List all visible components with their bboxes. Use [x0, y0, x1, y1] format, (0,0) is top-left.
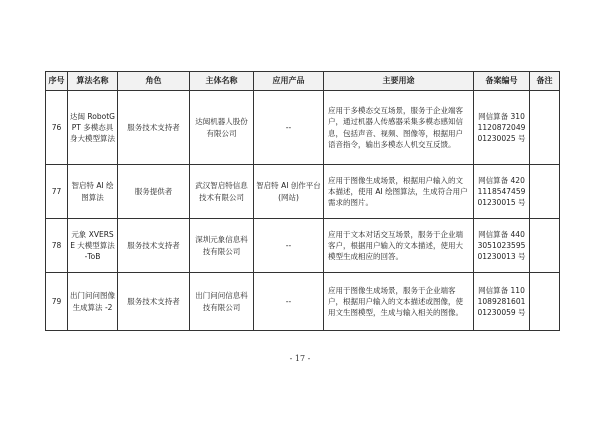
header-no: 序号: [46, 72, 68, 91]
cell-no: 79: [46, 273, 68, 331]
header-role: 角色: [118, 72, 190, 91]
header-note: 备注: [530, 72, 560, 91]
cell-note: [530, 91, 560, 165]
table-row: [46, 91, 560, 165]
header-filing-number: 备案编号: [474, 72, 530, 91]
cell-algorithm-name: 智启特 AI 绘图算法: [68, 165, 118, 219]
cell-filing-number: 网信算备 310112087204901230025 号: [474, 91, 530, 165]
cell-filing-number: 网信算备 420111854745901230015 号: [474, 165, 530, 219]
cell-entity-name: 达闼机器人股份有限公司: [190, 91, 254, 165]
cell-product: 智启特 AI 创作平台(网站): [254, 165, 324, 219]
header-algorithm-name: 算法名称: [68, 72, 118, 91]
cell-role: 服务技术支持者: [118, 219, 190, 273]
cell-filing-number: 网信算备 440305102359501230013 号: [474, 219, 530, 273]
cell-filing-number: 网信算备 110108928160101230059 号: [474, 273, 530, 331]
cell-main-use: 应用于图像生成场景，根据用户输入的文本描述，使用 AI 绘图算法，生成符合用户需求的图片。: [324, 165, 474, 219]
header-product: 应用产品: [254, 72, 324, 91]
cell-algorithm-name: 出门问问图像生成算法 -2: [68, 273, 118, 331]
algorithm-filing-table: [45, 71, 560, 331]
cell-role: 服务技术支持者: [118, 273, 190, 331]
cell-note: [530, 165, 560, 219]
cell-product: --: [254, 91, 324, 165]
cell-no: 78: [46, 219, 68, 273]
header-main-use: 主要用途: [324, 72, 474, 91]
cell-main-use: 应用于多模态交互场景，服务于企业端客户，通过机器人传感器采集多模态感知信息，包括声音、视频、图像等，根据用户语音指令，输出多模态人机交互反馈。: [324, 91, 474, 165]
cell-entity-name: 武汉智启特信息技术有限公司: [190, 165, 254, 219]
cell-algorithm-name: 达闼 RobotGPT 多模态具身大模型算法: [68, 91, 118, 165]
cell-role: 服务提供者: [118, 165, 190, 219]
cell-role: 服务技术支持者: [118, 91, 190, 165]
cell-no: 77: [46, 165, 68, 219]
page-number: - 17 -: [289, 354, 311, 363]
cell-main-use: 应用于文本对话交互场景，服务于企业端客户，根据用户输入的文本描述，使用大模型生成相应的回答。: [324, 219, 474, 273]
table-row: [46, 273, 560, 331]
header-entity-name: 主体名称: [190, 72, 254, 91]
cell-product: --: [254, 273, 324, 331]
table-row: [46, 219, 560, 273]
cell-entity-name: 出门问问信息科技有限公司: [190, 273, 254, 331]
cell-entity-name: 深圳元象信息科技有限公司: [190, 219, 254, 273]
cell-no: 76: [46, 91, 68, 165]
cell-main-use: 应用于图像生成场景，服务于企业端客户，根据用户输入的文本描述或图像，使用文生图模型，生成与输入相关的图像。: [324, 273, 474, 331]
cell-note: [530, 219, 560, 273]
cell-algorithm-name: 元象 XVERSE 大模型算法 -ToB: [68, 219, 118, 273]
table-row: [46, 165, 560, 219]
cell-product: --: [254, 219, 324, 273]
table-header-row: [46, 72, 560, 91]
cell-note: [530, 273, 560, 331]
